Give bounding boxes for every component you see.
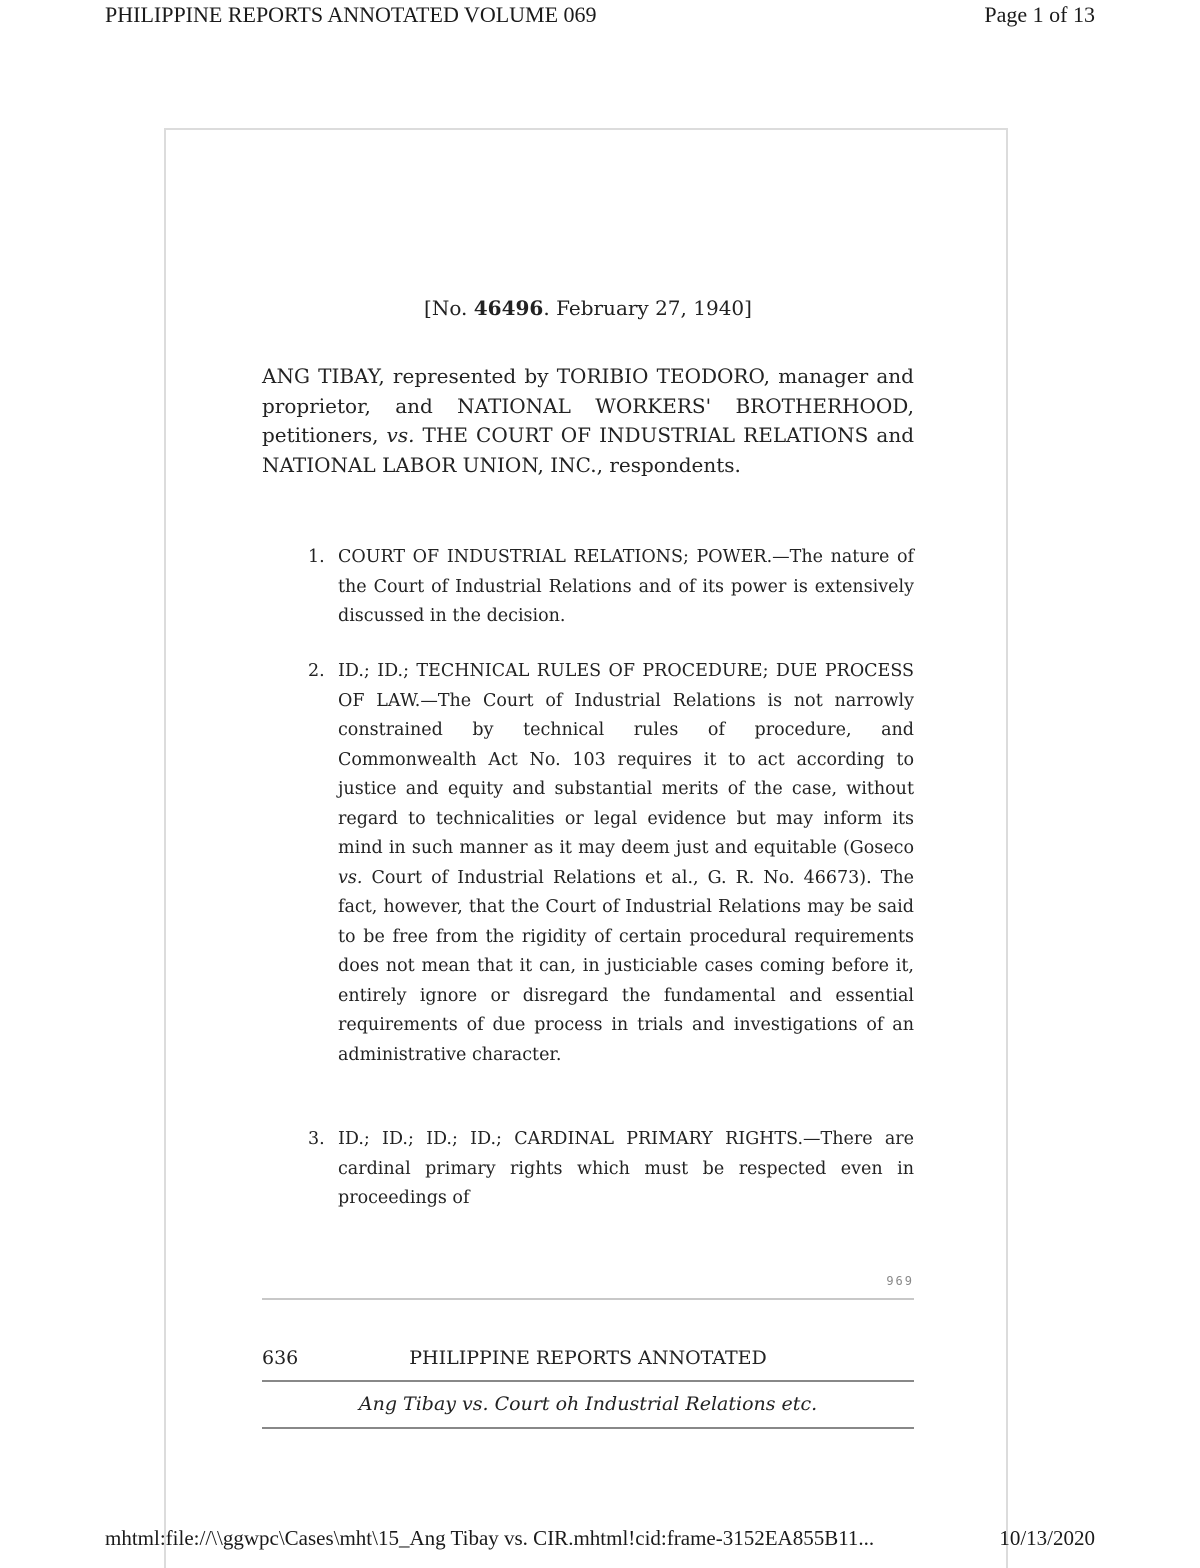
syllabus-item-number: 1. — [308, 547, 325, 567]
syllabus-item-number: 3. — [308, 1129, 325, 1149]
parties-petitioners: ANG TIBAY, represented by TORIBIO TEODORO, manager and proprietor, and NATIONAL WORKERS' BROTHERHOOD, petitioners, — [262, 364, 914, 447]
case-short-title: Ang Tibay vs. Court oh Industrial Relations etc. — [358, 1393, 818, 1415]
page-divider — [262, 1298, 914, 1300]
print-footer — [105, 1522, 1095, 1552]
print-header-title: PHILIPPINE REPORTS ANNOTATED VOLUME 069 — [105, 2, 597, 27]
case-no-prefix: [No. — [424, 296, 474, 320]
parties-respondents: THE COURT OF INDUSTRIAL RELATIONS and NATIONAL LABOR UNION, INC., respondents. — [262, 423, 914, 477]
syllabus-item-number: 2. — [308, 661, 325, 681]
running-head-title: PHILIPPINE REPORTS ANNOTATED — [409, 1347, 767, 1369]
syllabus-item-text: ID.; ID.; ID.; ID.; CARDINAL PRIMARY RIGHTS.—There are cardinal primary rights which must be respected even in proceedings of — [338, 1129, 914, 1208]
syllabus-item-text-b: Court of Industrial Relations et al., G. R. No. 46673). The fact, however, that the Court of Industrial Relations may be said to be free from the rigidity of certain procedural requirements does not mean that it can, in justiciable cases coming before it, entirely ignore or disregard the fundamental and essential requirements of due process in trials and investigations of an administrative character. — [338, 867, 914, 1065]
print-footer-url: mhtml:file://\\ggwpc\Cases\mht\15_Ang Tibay vs. CIR.mhtml!cid:frame-3152EA855B11... — [105, 1526, 875, 1550]
case-no-suffix: . February 27, 1940] — [543, 296, 752, 320]
case-no-number: 46496 — [473, 296, 544, 320]
running-head-rule — [262, 1380, 914, 1382]
original-page-marker: 969 — [886, 1274, 914, 1288]
syllabus-item — [262, 657, 914, 1070]
syllabus-item — [262, 543, 914, 632]
syllabus-item-text: COURT OF INDUSTRIAL RELATIONS; POWER.—The nature of the Court of Industrial Relations and of its power is extensively discussed in the decision. — [338, 547, 914, 626]
case-parties — [262, 362, 914, 480]
parties-vs: vs. — [386, 423, 415, 447]
syllabus-item-text-a: ID.; ID.; TECHNICAL RULES OF PROCEDURE; DUE PROCESS OF LAW.—The Court of Industrial Relations is not narrowly constrained by technical rules of procedure, and Commonwealth Act No. 103 requires it to act according to justice and equity and substantial merits of the case, without regard to technicalities or legal evidence but may inform its mind in such manner as it may deem just and equitable (Goseco — [338, 661, 914, 858]
print-header — [105, 0, 1095, 30]
case-number — [262, 296, 914, 320]
case-title-rule — [262, 1427, 914, 1429]
page-indicator: Page 1 of 13 — [984, 2, 1095, 27]
running-head-page-number: 636 — [262, 1347, 299, 1369]
syllabus-item — [262, 1125, 914, 1214]
syllabus-item-vs: vs. — [338, 867, 363, 888]
print-footer-date: 10/13/2020 — [999, 1526, 1095, 1550]
